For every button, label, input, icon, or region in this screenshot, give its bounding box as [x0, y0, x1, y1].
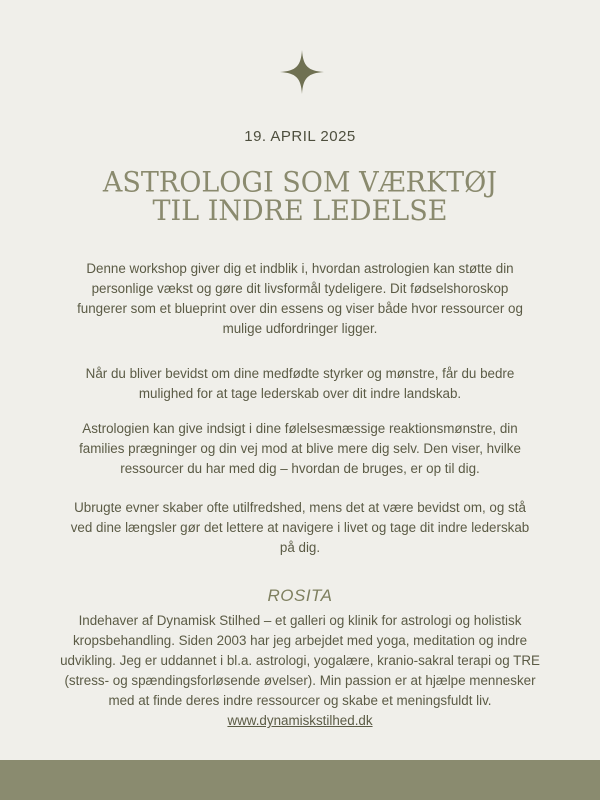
- closing-paragraph: Ubrugte evner skaber ofte utilfredshed, mens det at være bevidst om, og stå ved dine længsler gør det lettere at navigere i livet og tage dit indre lederskab på dig.: [70, 500, 530, 555]
- page-title: [0, 166, 600, 228]
- title-line-1: ASTROLOGI SOM VÆRKTØJ: [102, 166, 498, 200]
- host-bio-block: [60, 611, 540, 731]
- title-line-2: TIL INDRE LEDELSE: [152, 194, 448, 228]
- insight-paragraph: Astrologien kan give indsigt i dine følelsesmæssige reaktionsmønstre, din families prægninger og din vej mod at blive mere dig selv. Den viser, hvilke ressourcer du har med dig – hvordan de bruges, er op til dig.: [79, 421, 521, 476]
- host-name: ROSITA: [267, 586, 333, 605]
- host-bio: Indehaver af Dynamisk Stilhed – et galleri og klinik for astrologi og holistisk kropsbehandling. Siden 2003 har jeg arbejdet med yoga, meditation og indre udvikling. Jeg er uddannet i bl.a. astrologi, yogalære, kranio-sakral terapi og TRE (stress- og spændingsforløsende øvelser). Min passion er at hjælpe mennesker med at finde deres indre ressourcer og skabe et meningsfuldt liv.: [60, 613, 540, 708]
- awareness-paragraph: Når du bliver bevidst om dine medfødte styrker og mønstre, får du bedre mulighed for at tage lederskab over dit indre landskab.: [85, 366, 515, 401]
- website-link[interactable]: www.dynamiskstilhed.dk: [227, 713, 373, 728]
- intro-paragraph: Denne workshop giver dig et indblik i, hvordan astrologien kan støtte din personlige vækst og gøre dit livsformål tydeligere. Dit fødselshoroskop fungerer som et blueprint over din essens og viser både hvor ressourcer og mulige udfordringer ligger.: [77, 261, 523, 336]
- footer-band: [0, 760, 600, 800]
- event-date: 19. APRIL 2025: [244, 128, 356, 145]
- four-point-star-icon: [280, 50, 324, 94]
